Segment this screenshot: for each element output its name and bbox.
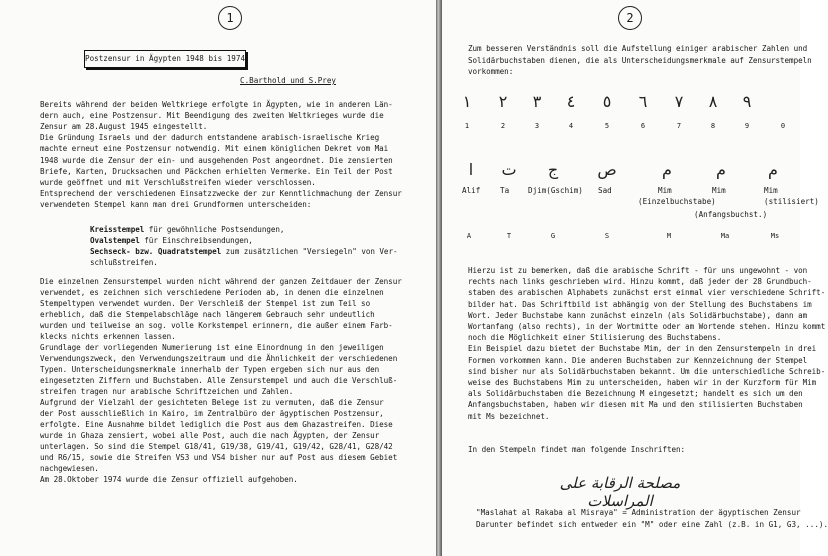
letter-name: Ta (500, 186, 510, 195)
caption-1: "Maslahat al Rakaba al Misraya" = Administration der ägyptischen Zensur (476, 508, 801, 517)
arabic-digit: ٨ (708, 92, 718, 111)
text-line: Verwendungszweck, den Verwendungszeitraum und die Ähnlichkeit der verschiedenen (40, 354, 398, 363)
text-line: Bereits während der beiden Weltkriege erfolgte in Ägypten, wie in anderen Län- (40, 100, 393, 109)
text-line: klecks nichts erkennen lassen. (40, 332, 176, 341)
text-line: und R6/15, sowie die Streifen VS3 und VS4 bisher nur auf Post aus diesem Gebiet (40, 453, 398, 462)
arabic-digit: ٧ (674, 92, 684, 111)
text-line: Zum besseren Verständnis soll die Aufstellung einiger arabischer Zahlen und (468, 44, 808, 53)
arabic-letter: ص (597, 160, 617, 179)
mim-note: (Einzelbuchstabe) (638, 197, 716, 206)
text-line: Aufgrund der Vielzahl der gesichteten Belege ist zu vermuten, daß die Zensur (40, 398, 384, 407)
text-line: Stempeltypen verwendet wurden. Der Verschleiß der Stempel ist zum Teil so (40, 299, 371, 308)
latin-digit: 4 (568, 122, 574, 130)
letter-code: S (604, 232, 610, 240)
text-line: Entsprechend der verschiedenen Einsatzzwecke der zur Kenntlichmachung der Zensur (40, 188, 402, 198)
latin-digit: 8 (710, 122, 716, 130)
arabic-letter: م (716, 160, 726, 179)
text-line: Briefe, Karten, Drucksachen und Päckchen erhielten Vermerke. Ein Teil der Post (40, 166, 393, 176)
mim-note: (Anfangsbuchst.) (694, 210, 768, 219)
text-line: streifen tragen nur arabische Schriftzeichen und Zahlen. (40, 387, 294, 396)
text-line: staben des arabischen Alphabets zunächst erst einmal vier verschiedene Schrift- (468, 288, 826, 298)
letter-name: Alif (462, 186, 481, 195)
text-line: vorkommen: (468, 67, 514, 76)
letter-code: G (550, 232, 556, 240)
list-item-term: Ovalstempel (90, 236, 140, 246)
text-line: Am 28.Oktober 1974 wurde die Zensur offiziell aufgehoben. (40, 475, 298, 484)
text-line: wurden und teilweise an sog. volle Korkstempel erinnern, die außer einem Farb- (40, 321, 393, 330)
text-line: Zensur am 28.August 1945 eingestellt. (40, 122, 208, 132)
caption-2: Darunter befindet sich entweder ein "M" oder eine Zahl (z.B. in G1, G3, ...). (476, 520, 828, 529)
text-line: Anfangsbuchstaben, haben wir diesen mit Ma und den stilisierten Buchstaben (468, 400, 803, 410)
letter-code: T (506, 232, 512, 240)
article-title-box (84, 50, 246, 68)
text-line: erfolgte. Eine Ausnahme bildet lediglich die Post aus dem Ghazastreifen. Diese (40, 420, 393, 429)
list-item: schlußstreifen. (90, 258, 158, 268)
text-line: sind bisher nur als Solidärbuchstaben bekannt. Um die unterschiedliche Schreib- (468, 366, 826, 376)
letter-name: Mim (764, 186, 778, 195)
mim-note: (stilisiert) (764, 197, 819, 206)
arabic-inscription: مصلحة الرقابة على المراسلات (559, 474, 681, 510)
latin-digit: 1 (464, 122, 470, 130)
text-line: Die Gründung Israels und der dadurch entstandene arabisch-israelische Krieg (40, 133, 380, 143)
text-line: Grundlage der vorliegenden Numerierung ist eine Einordnung in den jeweiligen (40, 343, 384, 352)
arabic-letter: م (662, 160, 672, 179)
text-line: rechts nach links geschrieben wird. Hinzu kommt, daß jeder der 28 Grundbuch- (468, 277, 812, 287)
latin-digit: 0 (780, 122, 786, 130)
text-line: Wortanfang (also rechts), in der Wortmitte oder am Wortende stehen. Hinzu kommt (468, 322, 826, 331)
authors: C.Barthold und S.Prey (240, 76, 337, 85)
page-number-2: 2 (618, 6, 642, 30)
letter-code: Ms (770, 232, 780, 240)
arabic-digit: ٦ (638, 92, 648, 111)
latin-digit: 5 (604, 122, 610, 130)
arabic-digit: ١ (462, 92, 472, 111)
list-item: Kreisstempel für gewöhnliche Postsendungen, (90, 225, 285, 234)
letter-code: Ma (720, 232, 730, 240)
text-line: noch die Möglichkeit einer Stilisierung des Buchstabens. (468, 333, 722, 343)
inscriptions-intro: In den Stempeln findet man folgende Inschriften: (468, 445, 686, 454)
arabic-letter: ا (468, 160, 474, 179)
text-line: Typen. Unterscheidungsmerkmale innerhalb der Typen ergeben sich nur aus den (40, 365, 380, 374)
article-title: Postzensur in Ägypten 1948 bis 1974 (85, 54, 246, 63)
list-item-term: Sechseck- bzw. Quadratstempel (90, 247, 222, 257)
text-line: weise des Buchstabens Mim zu unterscheiden, haben wir in der Kurzform für Mim (468, 378, 817, 387)
text-line: machte erneut eine Postzensur notwendig. Mit einem königlichen Dekret vom Mai (40, 144, 389, 154)
letter-name: Sad (598, 186, 612, 195)
text-line: mit Ms bezeichnet. (468, 411, 550, 421)
text-line: Formen vorkommen kann. Die anderen Buchstaben zur Kennzeichnung der Stempel (468, 355, 808, 365)
page-number-1: 1 (218, 6, 242, 30)
letter-name: Mim (712, 186, 726, 195)
text-line: verwendet, es zeichnen sich verschiedene Perioden ab, in denen die einzelnen (40, 288, 384, 297)
right-page (442, 0, 828, 556)
text-line: Die einzelnen Zensurstempel wurden nicht während der ganzen Zeitdauer der Zensur (40, 277, 402, 286)
text-line: dern auch, eine Postzensur. Mit Beendigung des zweiten Weltkrieges wurde die (40, 111, 384, 121)
text-line: Ein Beispiel dazu bietet der Buchstabe Mim, der in den Zensurstempeln in drei (468, 344, 817, 354)
latin-digit: 9 (744, 122, 750, 130)
arabic-digit: ٥ (602, 92, 612, 111)
text-line: Solidärbuchstaben dienen, die als Unterscheidungsmerkmale auf Zensurstempeln (468, 55, 812, 65)
letter-name: Djim(Gschim) (528, 186, 583, 195)
text-line: unterlagen. So sind die Stempel G18/41, G19/38, G19/41, G19/42, G28/41, G28/42 (40, 442, 393, 451)
text-line: eingesetzten Ziffern und Buchstaben. Alle Zensurstempel und auch die Verschluß- (40, 376, 398, 385)
latin-digit: 7 (676, 122, 682, 130)
text-line: erheblich, daß die Stempelabschläge nach längerem Gebrauch sehr undeutlich (40, 310, 375, 319)
arabic-letter: ج (547, 160, 559, 179)
letter-name: Mim (658, 186, 672, 195)
text-line: wurde in Ghaza zensiert, wobei alle Post, auch die nach Ägypten, der Zensur (40, 431, 380, 440)
latin-digit: 6 (640, 122, 646, 130)
text-line: bilder hat. Das Schriftbild ist abhängig von der Stellung des Buchstabens im (468, 299, 812, 309)
letter-code: M (666, 232, 672, 240)
text-line: wurde geöffnet und mit Verschlußstreifen wieder verschlossen. (40, 177, 316, 187)
list-item: Ovalstempel für Einschreibsendungen, (90, 236, 253, 246)
text-line: Wort. Jeder Buchstabe kann zunächst einzeln (als Solidärbuchstabe), dann am (468, 310, 808, 320)
text-line: nachgewiesen. (40, 464, 99, 473)
text-line: der Post ausschließlich in Kairo, im Zentralbüro der ägyptischen Postzensur, (40, 409, 384, 418)
latin-digit: 3 (534, 122, 540, 130)
arabic-letter: ت (501, 160, 517, 179)
list-item: Sechseck- bzw. Quadratstempel zum zusätzlichen "Versiegeln" von Ver- (90, 247, 398, 257)
arabic-digit: ٢ (498, 92, 508, 111)
text-line: verwendeten Stempel kann man drei Grundformen unterscheiden: (40, 199, 312, 209)
arabic-digit: ٤ (566, 92, 576, 111)
text-line: 1948 wurde die Zensur der ein- und ausgehenden Post angeordnet. Die zensierten (40, 155, 393, 165)
latin-digit: 2 (500, 122, 506, 130)
text-line: Hierzu ist zu bemerken, daß die arabische Schrift - für uns ungewohnt - von (468, 266, 808, 275)
arabic-digit: ٣ (532, 92, 542, 111)
arabic-digit: ٩ (742, 92, 752, 111)
letter-code: A (466, 232, 472, 240)
list-item-term: Kreisstempel (90, 225, 145, 234)
text-line: als Solidärbuchstaben die Bezeichnung M eingesetzt; handelt es sich um den (468, 389, 803, 399)
arabic-letter: م (768, 160, 778, 179)
